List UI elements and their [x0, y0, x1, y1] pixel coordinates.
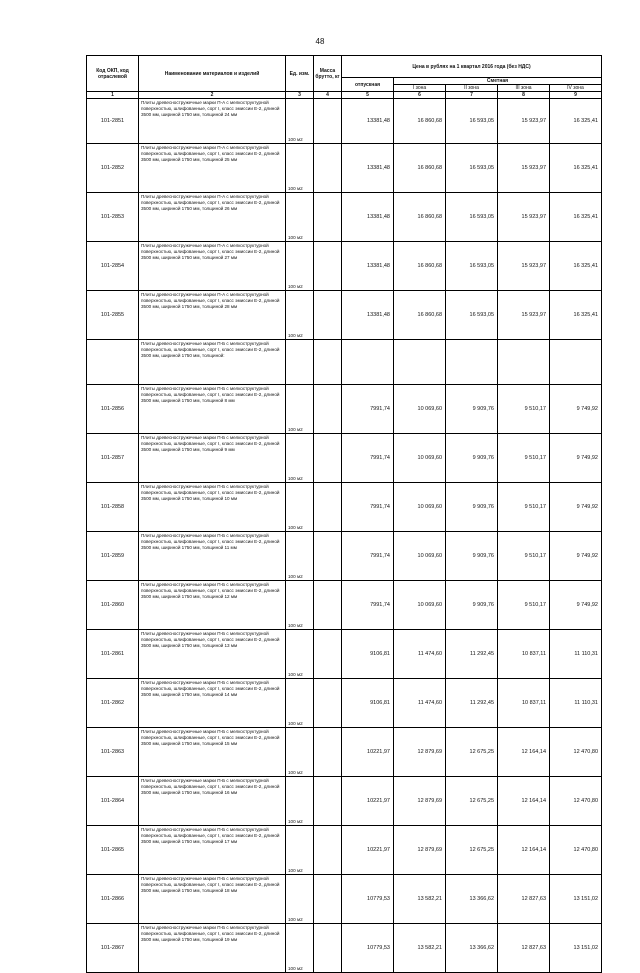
- row-zone1-price: 12 879,69: [394, 826, 446, 875]
- row-code: 101-2852: [87, 144, 139, 193]
- table-row: [87, 144, 602, 193]
- row-zone4-price: 13 151,02: [550, 924, 602, 973]
- row-release-price: 10221,97: [342, 826, 394, 875]
- row-release-price: [342, 340, 394, 385]
- row-zone2-price: 9 909,76: [446, 434, 498, 483]
- table-row: [87, 99, 602, 144]
- row-mass: [314, 728, 342, 777]
- row-code: 101-2864: [87, 777, 139, 826]
- row-release-price: 13381,48: [342, 193, 394, 242]
- row-zone4-price: 16 325,41: [550, 99, 602, 144]
- row-code: 101-2851: [87, 99, 139, 144]
- table-row: [87, 532, 602, 581]
- row-code: 101-2857: [87, 434, 139, 483]
- row-name: Плиты древесностружечные марки П-Б с мелкоструктурной поверхностью, шлифованные, сорт I, класс эмиссии Е-2, длиной 3500 мм, шириной 1750 мм, толщиной 18 мм: [139, 875, 286, 924]
- row-unit: 100 м2: [286, 385, 314, 434]
- table-row: [87, 193, 602, 242]
- row-name: Плиты древесностружечные марки П-Б с мелкоструктурной поверхностью, шлифованные, сорт I, класс эмиссии Е-2, длиной 3500 мм, шириной 1750 мм, толщиной 14 мм: [139, 679, 286, 728]
- row-code: 101-2855: [87, 291, 139, 340]
- row-code: 101-2862: [87, 679, 139, 728]
- row-code: 101-2865: [87, 826, 139, 875]
- row-zone1-price: 13 582,21: [394, 875, 446, 924]
- header-estimate: Сметная: [394, 78, 602, 85]
- row-unit: 100 м2: [286, 924, 314, 973]
- row-zone4-price: 9 749,92: [550, 385, 602, 434]
- row-zone3-price: 9 510,17: [498, 385, 550, 434]
- table-row: [87, 630, 602, 679]
- row-code: 101-2854: [87, 242, 139, 291]
- header-name: Наименование материалов и изделий: [139, 56, 286, 92]
- table-row: [87, 291, 602, 340]
- row-zone1-price: 11 474,60: [394, 679, 446, 728]
- row-code: 101-2866: [87, 875, 139, 924]
- row-zone3-price: 15 923,97: [498, 242, 550, 291]
- row-unit: 100 м2: [286, 434, 314, 483]
- row-zone2-price: 12 675,25: [446, 728, 498, 777]
- row-zone3-price: 12 164,14: [498, 728, 550, 777]
- row-unit: 100 м2: [286, 630, 314, 679]
- row-mass: [314, 99, 342, 144]
- table-row: [87, 483, 602, 532]
- row-zone1-price: 13 582,21: [394, 924, 446, 973]
- table-row: [87, 679, 602, 728]
- row-release-price: 13381,48: [342, 144, 394, 193]
- row-release-price: 10779,53: [342, 875, 394, 924]
- row-name: Плиты древесностружечные марки П-Б с мелкоструктурной поверхностью, шлифованные, сорт I, класс эмиссии Е-2, длиной 3500 мм, шириной 1750 мм, толщиной 12 мм: [139, 581, 286, 630]
- row-unit: 100 м2: [286, 193, 314, 242]
- table-row: [87, 777, 602, 826]
- row-release-price: 7991,74: [342, 483, 394, 532]
- row-unit: 100 м2: [286, 144, 314, 193]
- row-zone4-price: 16 325,41: [550, 291, 602, 340]
- row-name: Плиты древесностружечные марки П-А с мелкоструктурной поверхностью, шлифованные, сорт I, класс эмиссии Е-2, длиной 3500 мм, шириной 1750 мм, толщиной 24 мм: [139, 99, 286, 144]
- row-zone3-price: 15 923,97: [498, 291, 550, 340]
- row-unit: 100 м2: [286, 242, 314, 291]
- row-release-price: 10779,53: [342, 924, 394, 973]
- row-code: 101-2863: [87, 728, 139, 777]
- column-number: 3: [286, 92, 314, 99]
- row-zone4-price: 16 325,41: [550, 193, 602, 242]
- row-zone2-price: 12 675,25: [446, 826, 498, 875]
- row-code: 101-2859: [87, 532, 139, 581]
- row-zone3-price: 9 510,17: [498, 532, 550, 581]
- row-unit: 100 м2: [286, 875, 314, 924]
- row-mass: [314, 434, 342, 483]
- row-zone3-price: 9 510,17: [498, 483, 550, 532]
- column-number-row: [87, 92, 602, 99]
- row-zone4-price: 16 325,41: [550, 144, 602, 193]
- row-zone4-price: 11 110,31: [550, 679, 602, 728]
- row-zone4-price: 12 470,80: [550, 826, 602, 875]
- column-number: 4: [314, 92, 342, 99]
- row-mass: [314, 630, 342, 679]
- row-zone1-price: 10 069,60: [394, 581, 446, 630]
- row-unit: 100 м2: [286, 679, 314, 728]
- row-name: Плиты древесностружечные марки П-А с мелкоструктурной поверхностью, шлифованные, сорт I, класс эмиссии Е-2, длиной 3500 мм, шириной 1750 мм, толщиной 25 мм: [139, 144, 286, 193]
- row-zone3-price: 12 827,63: [498, 924, 550, 973]
- row-release-price: 10221,97: [342, 728, 394, 777]
- row-name: Плиты древесностружечные марки П-Б с мелкоструктурной поверхностью, шлифованные, сорт I, класс эмиссии Е-2, длиной 3500 мм, шириной 1750 мм, толщиной 10 мм: [139, 483, 286, 532]
- header-zone1: I зона: [394, 85, 446, 92]
- header-mass: Масса брутто, кг: [314, 56, 342, 92]
- row-release-price: 7991,74: [342, 532, 394, 581]
- row-zone2-price: 11 292,45: [446, 630, 498, 679]
- row-unit: 100 м2: [286, 291, 314, 340]
- row-zone1-price: 16 860,68: [394, 193, 446, 242]
- row-release-price: 7991,74: [342, 434, 394, 483]
- row-zone1-price: [394, 340, 446, 385]
- row-name: Плиты древесностружечные марки П-Б с мелкоструктурной поверхностью, шлифованные, сорт I, класс эмиссии Е-2, длиной 3500 мм, шириной 1750 мм, толщиной 15 мм: [139, 728, 286, 777]
- row-name: Плиты древесностружечные марки П-А с мелкоструктурной поверхностью, шлифованные, сорт I, класс эмиссии Е-2, длиной 3500 мм, шириной 1750 мм, толщиной 26 мм: [139, 193, 286, 242]
- row-release-price: 7991,74: [342, 385, 394, 434]
- header-zone3: III зона: [498, 85, 550, 92]
- row-zone3-price: 10 837,11: [498, 630, 550, 679]
- header-unit: Ед. изм.: [286, 56, 314, 92]
- row-zone2-price: 16 593,05: [446, 99, 498, 144]
- row-mass: [314, 340, 342, 385]
- row-mass: [314, 875, 342, 924]
- row-zone1-price: 16 860,68: [394, 144, 446, 193]
- row-code: [87, 340, 139, 385]
- row-zone4-price: 9 749,92: [550, 532, 602, 581]
- price-table: [86, 55, 602, 973]
- row-code: 101-2858: [87, 483, 139, 532]
- row-release-price: 13381,48: [342, 99, 394, 144]
- row-release-price: 7991,74: [342, 581, 394, 630]
- row-zone2-price: 16 593,05: [446, 291, 498, 340]
- row-unit: 100 м2: [286, 532, 314, 581]
- row-zone2-price: 16 593,05: [446, 193, 498, 242]
- row-mass: [314, 242, 342, 291]
- row-zone2-price: [446, 340, 498, 385]
- row-release-price: 9106,81: [342, 630, 394, 679]
- row-zone4-price: 13 151,02: [550, 875, 602, 924]
- row-mass: [314, 385, 342, 434]
- row-zone2-price: 13 366,62: [446, 924, 498, 973]
- row-code: 101-2861: [87, 630, 139, 679]
- row-code: 101-2853: [87, 193, 139, 242]
- row-release-price: 13381,48: [342, 242, 394, 291]
- column-number: 9: [550, 92, 602, 99]
- row-zone4-price: 9 749,92: [550, 483, 602, 532]
- row-zone1-price: 11 474,60: [394, 630, 446, 679]
- header-release: отпускная: [342, 78, 394, 92]
- row-name: Плиты древесностружечные марки П-Б с мелкоструктурной поверхностью, шлифованные, сорт I, класс эмиссии Е-2, длиной 3500 мм, шириной 1750 мм, толщиной 16 мм: [139, 777, 286, 826]
- row-release-price: 10221,97: [342, 777, 394, 826]
- header-zone2: II зона: [446, 85, 498, 92]
- row-zone4-price: 9 749,92: [550, 581, 602, 630]
- row-zone4-price: [550, 340, 602, 385]
- table-row: [87, 581, 602, 630]
- row-zone3-price: 10 837,11: [498, 679, 550, 728]
- column-number: 6: [394, 92, 446, 99]
- table-row: [87, 242, 602, 291]
- row-code: 101-2867: [87, 924, 139, 973]
- row-mass: [314, 483, 342, 532]
- row-zone1-price: 12 879,69: [394, 777, 446, 826]
- row-mass: [314, 679, 342, 728]
- row-zone1-price: 16 860,68: [394, 99, 446, 144]
- row-zone2-price: 12 675,25: [446, 777, 498, 826]
- row-zone1-price: 12 879,69: [394, 728, 446, 777]
- row-zone3-price: [498, 340, 550, 385]
- column-number: 5: [342, 92, 394, 99]
- row-zone2-price: 16 593,05: [446, 144, 498, 193]
- row-unit: 100 м2: [286, 581, 314, 630]
- row-unit: [286, 340, 314, 385]
- row-zone2-price: 9 909,76: [446, 532, 498, 581]
- row-code: 101-2860: [87, 581, 139, 630]
- row-unit: 100 м2: [286, 826, 314, 875]
- row-mass: [314, 193, 342, 242]
- row-zone2-price: 9 909,76: [446, 483, 498, 532]
- row-zone3-price: 9 510,17: [498, 581, 550, 630]
- row-name: Плиты древесностружечные марки П-А с мелкоструктурной поверхностью, шлифованные, сорт I, класс эмиссии Е-2, длиной 3500 мм, шириной 1750 мм, толщиной 27 мм: [139, 242, 286, 291]
- table-row: [87, 728, 602, 777]
- table-row: [87, 340, 602, 385]
- row-name: Плиты древесностружечные марки П-Б с мелкоструктурной поверхностью, шлифованные, сорт I, класс эмиссии Е-2, длиной 3500 мм, шириной 1750 мм, толщиной 9 мм: [139, 434, 286, 483]
- header-code: Код ОКП, код отраслевой: [87, 56, 139, 92]
- row-mass: [314, 532, 342, 581]
- row-zone3-price: 12 164,14: [498, 826, 550, 875]
- column-number: 7: [446, 92, 498, 99]
- row-zone3-price: 9 510,17: [498, 434, 550, 483]
- column-number: 8: [498, 92, 550, 99]
- row-zone2-price: 9 909,76: [446, 581, 498, 630]
- row-name: Плиты древесностружечные марки П-Б с мелкоструктурной поверхностью, шлифованные, сорт I, класс эмиссии Е-2, длиной 3500 мм, шириной 1750 мм, толщиной 8 мм: [139, 385, 286, 434]
- row-name: Плиты древесностружечные марки П-А с мелкоструктурной поверхностью, шлифованные, сорт I, класс эмиссии Е-2, длиной 3500 мм, шириной 1750 мм, толщиной 28 мм: [139, 291, 286, 340]
- row-zone4-price: 12 470,80: [550, 728, 602, 777]
- row-zone1-price: 10 069,60: [394, 532, 446, 581]
- column-number: 1: [87, 92, 139, 99]
- row-zone1-price: 16 860,68: [394, 242, 446, 291]
- row-zone3-price: 15 923,97: [498, 99, 550, 144]
- row-zone3-price: 12 827,63: [498, 875, 550, 924]
- column-number: 2: [139, 92, 286, 99]
- row-mass: [314, 924, 342, 973]
- row-name: Плиты древесностружечные марки П-Б с мелкоструктурной поверхностью, шлифованные, сорт I, класс эмиссии Е-2, длиной 3500 мм, шириной 1750 мм, толщиной 13 мм: [139, 630, 286, 679]
- row-zone3-price: 12 164,14: [498, 777, 550, 826]
- table-row: [87, 385, 602, 434]
- row-zone1-price: 16 860,68: [394, 291, 446, 340]
- row-zone3-price: 15 923,97: [498, 193, 550, 242]
- row-name: Плиты древесностружечные марки П-Б с мелкоструктурной поверхностью, шлифованные, сорт I, класс эмиссии Е-2, длиной 3500 мм, шириной 1750 мм, толщиной 17 мм: [139, 826, 286, 875]
- row-zone4-price: 9 749,92: [550, 434, 602, 483]
- row-release-price: 9106,81: [342, 679, 394, 728]
- table-row: [87, 875, 602, 924]
- row-unit: 100 м2: [286, 728, 314, 777]
- row-zone4-price: 12 470,80: [550, 777, 602, 826]
- row-name: Плиты древесностружечные марки П-Б с мелкоструктурной поверхностью, шлифованные, сорт I, класс эмиссии Е-2, длиной 3500 мм, шириной 1750 мм, толщиной 19 мм: [139, 924, 286, 973]
- row-mass: [314, 291, 342, 340]
- table-row: [87, 434, 602, 483]
- row-mass: [314, 144, 342, 193]
- table-row: [87, 826, 602, 875]
- row-mass: [314, 581, 342, 630]
- row-zone2-price: 11 292,45: [446, 679, 498, 728]
- row-zone1-price: 10 069,60: [394, 483, 446, 532]
- row-unit: 100 м2: [286, 483, 314, 532]
- row-zone2-price: 13 366,62: [446, 875, 498, 924]
- table-row: [87, 924, 602, 973]
- row-release-price: 13381,48: [342, 291, 394, 340]
- row-mass: [314, 826, 342, 875]
- row-mass: [314, 777, 342, 826]
- row-unit: 100 м2: [286, 99, 314, 144]
- header-zone4: IV зона: [550, 85, 602, 92]
- row-zone2-price: 9 909,76: [446, 385, 498, 434]
- row-zone1-price: 10 069,60: [394, 434, 446, 483]
- row-name: Плиты древесностружечные марки П-Б с мелкоструктурной поверхностью, шлифованные, сорт I, класс эмиссии Е-2, длиной 3500 мм, шириной 1750 мм, толщиной:: [139, 340, 286, 385]
- row-zone1-price: 10 069,60: [394, 385, 446, 434]
- row-name: Плиты древесностружечные марки П-Б с мелкоструктурной поверхностью, шлифованные, сорт I, класс эмиссии Е-2, длиной 3500 мм, шириной 1750 мм, толщиной 11 мм: [139, 532, 286, 581]
- row-zone4-price: 16 325,41: [550, 242, 602, 291]
- row-zone4-price: 11 110,31: [550, 630, 602, 679]
- row-code: 101-2856: [87, 385, 139, 434]
- header-price-title: Цена в рублях на 1 квартал 2016 года (без НДС): [342, 56, 602, 78]
- row-unit: 100 м2: [286, 777, 314, 826]
- page-number: 48: [315, 37, 325, 46]
- row-zone2-price: 16 593,05: [446, 242, 498, 291]
- row-zone3-price: 15 923,97: [498, 144, 550, 193]
